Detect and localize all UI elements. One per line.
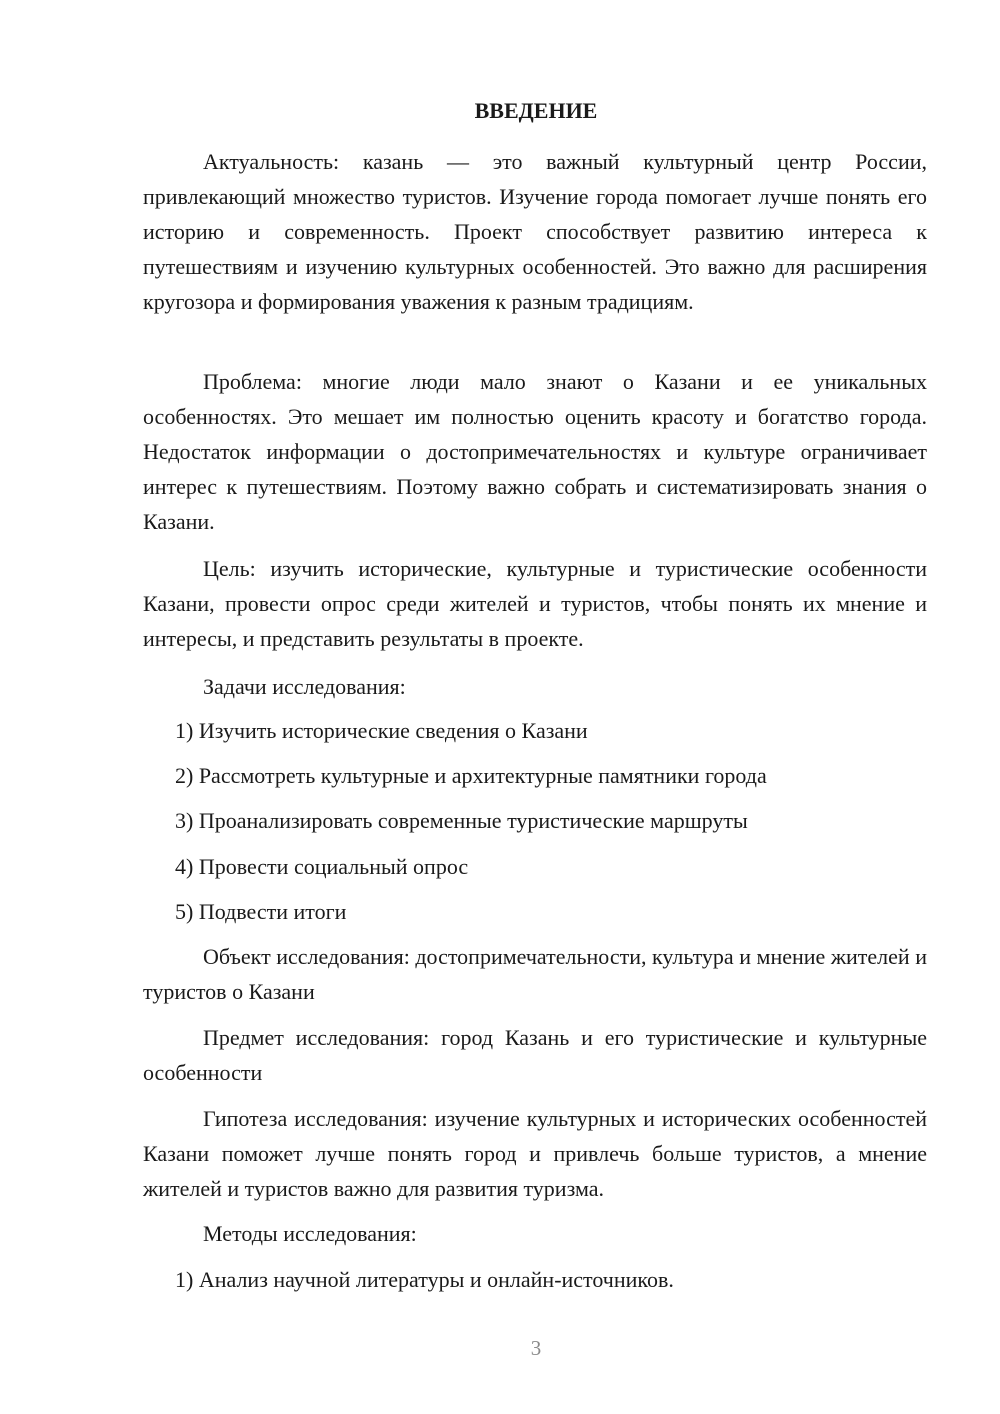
page-title: ВВЕДЕНИЕ (474, 98, 598, 123)
task-item: 1) Изучить исторические сведения о Казани (175, 718, 588, 743)
page-number: 3 (530, 1336, 542, 1360)
tasks-heading: Задачи исследования: (203, 674, 406, 699)
hypothesis-paragraph: Гипотеза исследования: изучение культурных и исторических особенностей Казани поможет лучше понять город и привлечь больше туристов, а мнение жителей и туристов важно для развития туризма. (143, 1106, 927, 1201)
goal-paragraph: Цель: изучить исторические, культурные и туристические особенности Казани, провести опрос среди жителей и туристов, чтобы понять их мнение и интересы, и представить результаты в проекте. (143, 556, 927, 651)
task-item: 2) Рассмотреть культурные и архитектурные памятники города (175, 763, 767, 788)
task-item: 4) Провести социальный опрос (175, 854, 469, 879)
problem-paragraph: Проблема: многие люди мало знают о Казани и ее уникальных особенностях. Это мешает им полностью оценить красоту и богатство города. Недостаток информации о достопримечательностях и культуре ограничивает интерес к путешествиям. Поэтому важно собрать и систематизировать знания о Казани. (143, 369, 927, 534)
method-item: 1) Анализ научной литературы и онлайн-источников. (175, 1267, 674, 1292)
task-item: 5) Подвести итоги (175, 899, 347, 924)
task-item: 3) Проанализировать современные туристические маршруты (175, 808, 748, 833)
methods-heading: Методы исследования: (203, 1221, 417, 1246)
relevance-paragraph: Актуальность: казань — это важный культурный центр России, привлекающий множество туристов. Изучение города помогает лучше понять его историю и современность. Проект способствует развитию интереса к путешествиям и изучению культурных особенностей. Это важно для расширения кругозора и формирования уважения к разным традициям. (143, 149, 927, 314)
subject-paragraph: Предмет исследования: город Казань и его туристические и культурные особенности (143, 1025, 927, 1085)
object-paragraph: Объект исследования: достопримечательности, культура и мнение жителей и туристов о Казани (143, 944, 927, 1004)
